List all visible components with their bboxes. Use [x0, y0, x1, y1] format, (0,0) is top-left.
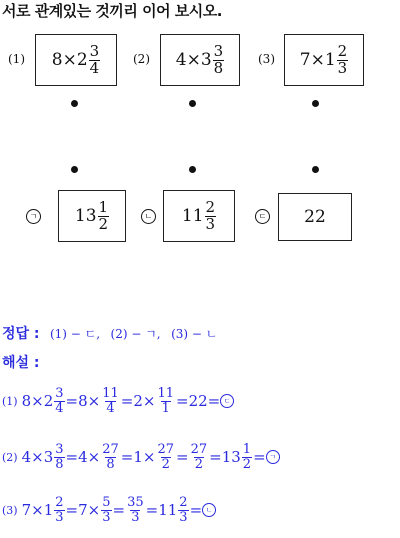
answer-pair-3: (3) − ㄴ [171, 327, 218, 341]
expression-3-num: 2 [337, 41, 348, 60]
marker-giyeok: ㄱ [26, 209, 41, 224]
value-box-1[interactable] [58, 190, 126, 242]
explanation-title: 해설 : [2, 355, 40, 371]
value-1-num: 1 [98, 197, 109, 216]
item-label-3: (3) [258, 52, 275, 66]
marker-digeut: ㄷ [255, 209, 270, 224]
value-1-whole: 13 [74, 206, 97, 226]
value-1-den: 2 [98, 214, 109, 233]
value-2-whole: 11 [181, 206, 204, 226]
expression-2-den: 8 [213, 58, 224, 77]
answer-pair-1: (1) − ㄷ, [49, 327, 101, 341]
answer-title: 정답 : [2, 326, 40, 342]
top-dot-3[interactable] [312, 100, 319, 107]
expression-box-1[interactable] [35, 34, 117, 86]
item-label-2: (2) [133, 52, 150, 66]
value-2-den: 3 [205, 214, 216, 233]
value-3-whole: 22 [304, 207, 326, 227]
value-2-num: 2 [205, 197, 216, 216]
bottom-dot-3[interactable] [312, 166, 319, 173]
expression-box-2[interactable] [160, 34, 240, 86]
bottom-dot-1[interactable] [71, 166, 78, 173]
top-dot-2[interactable] [189, 100, 196, 107]
marker-digeut-icon: ㄷ [220, 394, 234, 408]
top-dot-1[interactable] [71, 100, 78, 107]
expression-3-den: 3 [337, 58, 348, 77]
expression-1-den: 4 [89, 58, 100, 77]
marker-giyeok-icon: ㄱ [266, 450, 280, 464]
explanation-line-2: (2) 4×3 $\frac{3}{8}$ =4× $\frac{27}{8}$ =1× $\frac{27}{2}$ = $\frac{27}{2}$ =13 $\frac{1}{2}$ = ㄱ [2, 443, 280, 471]
answer-line [2, 323, 217, 343]
value-box-2[interactable] [163, 190, 235, 242]
answer-pair-2: (2) − ㄱ, [110, 327, 161, 341]
item-label-1: (1) [8, 52, 25, 66]
question-text: 서로 관계있는 것끼리 이어 보시오. [2, 2, 222, 20]
expression-box-3[interactable] [284, 34, 364, 86]
value-box-3[interactable] [278, 193, 352, 241]
expression-2-whole: 4×3 [175, 50, 212, 70]
marker-nieun: ㄴ [141, 209, 156, 224]
explanation-line-1: (1) 8×2 $\frac{3}{4}$ =8× $\frac{11}{4}$ =2× $\frac{11}{1}$ =22= ㄷ [2, 387, 234, 415]
marker-nieun-icon: ㄴ [202, 503, 216, 517]
expression-2-num: 3 [213, 41, 224, 60]
expression-1-num: 3 [89, 41, 100, 60]
expression-1-whole: 8×2 [51, 50, 88, 70]
explanation-line-3: (3) 7×1 $\frac{2}{3}$ =7× $\frac{5}{3}$ = $\frac{35}{3}$ =11 $\frac{2}{3}$ = ㄴ [2, 496, 216, 524]
expression-3-whole: 7×1 [299, 50, 336, 70]
bottom-dot-2[interactable] [189, 166, 196, 173]
